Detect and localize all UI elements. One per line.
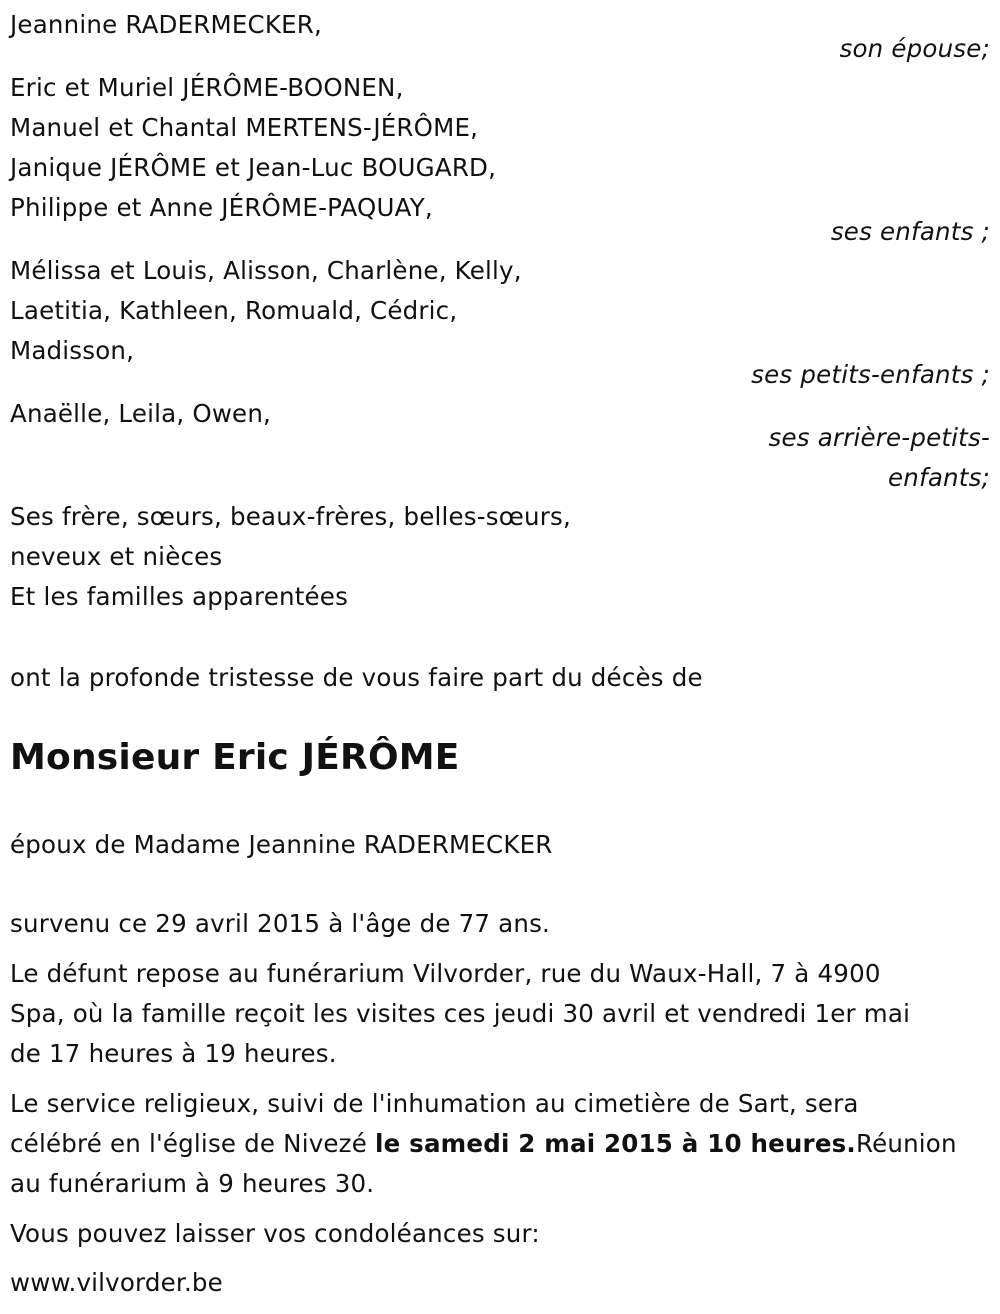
repose-line-3: de 17 heures à 19 heures. (10, 1039, 337, 1068)
child-line-3: Janique JÉRÔME et Jean-Luc BOUGARD, (10, 153, 497, 182)
spouse-of: époux de Madame Jeannine RADERMECKER (10, 830, 553, 859)
announcement: ont la profonde tristesse de vous faire part du décès de (10, 663, 703, 692)
child-line-1: Eric et Muriel JÉRÔME-BOONEN, (10, 73, 404, 102)
service-line-3: au funérarium à 9 heures 30. (10, 1169, 375, 1198)
deceased-name: Monsieur Eric JÉRÔME (10, 737, 460, 778)
website-link[interactable]: www.vilvorder.be (10, 1268, 223, 1297)
grandchild-line-1: Mélissa et Louis, Alisson, Charlène, Kelly, (10, 256, 522, 285)
child-line-4: Philippe et Anne JÉRÔME-PAQUAY, (10, 193, 433, 222)
death-line: survenu ce 29 avril 2015 à l'âge de 77 ans. (10, 909, 551, 938)
service-line-2-post: Réunion (855, 1129, 957, 1158)
service-line-2 (10, 1128, 957, 1160)
grandchild-line-2: Laetitia, Kathleen, Romuald, Cédric, (10, 296, 458, 325)
great-grandchildren: Anaëlle, Leila, Owen, (10, 399, 272, 428)
great-grandchildren-role-2: enfants; (888, 463, 990, 492)
child-line-2: Manuel et Chantal MERTENS-JÉRÔME, (10, 113, 479, 142)
condolences-text: Vous pouvez laisser vos condoléances sur: (10, 1219, 540, 1248)
others-line-2: neveux et nièces (10, 542, 223, 571)
spouse-role: son épouse; (839, 34, 990, 63)
grandchildren-role: ses petits-enfants ; (751, 360, 990, 389)
others-line-1: Ses frère, sœurs, beaux-frères, belles-sœurs, (10, 502, 571, 531)
great-grandchildren-role-1: ses arrière-petits- (768, 423, 990, 452)
grandchild-line-3: Madisson, (10, 336, 135, 365)
service-line-1: Le service religieux, suivi de l'inhumation au cimetière de Sart, sera (10, 1089, 859, 1118)
children-role: ses enfants ; (830, 217, 990, 246)
service-line-2-pre: célébré en l'église de Nivezé (10, 1129, 376, 1158)
repose-line-2: Spa, où la famille reçoit les visites ces jeudi 30 avril et vendredi 1er mai (10, 999, 911, 1028)
others-line-3: Et les familles apparentées (10, 582, 349, 611)
repose-line-1: Le défunt repose au funérarium Vilvorder, rue du Waux-Hall, 7 à 4900 (10, 959, 881, 988)
spouse-name: Jeannine RADERMECKER, (10, 10, 323, 39)
service-date-bold: le samedi 2 mai 2015 à 10 heures. (375, 1129, 856, 1158)
